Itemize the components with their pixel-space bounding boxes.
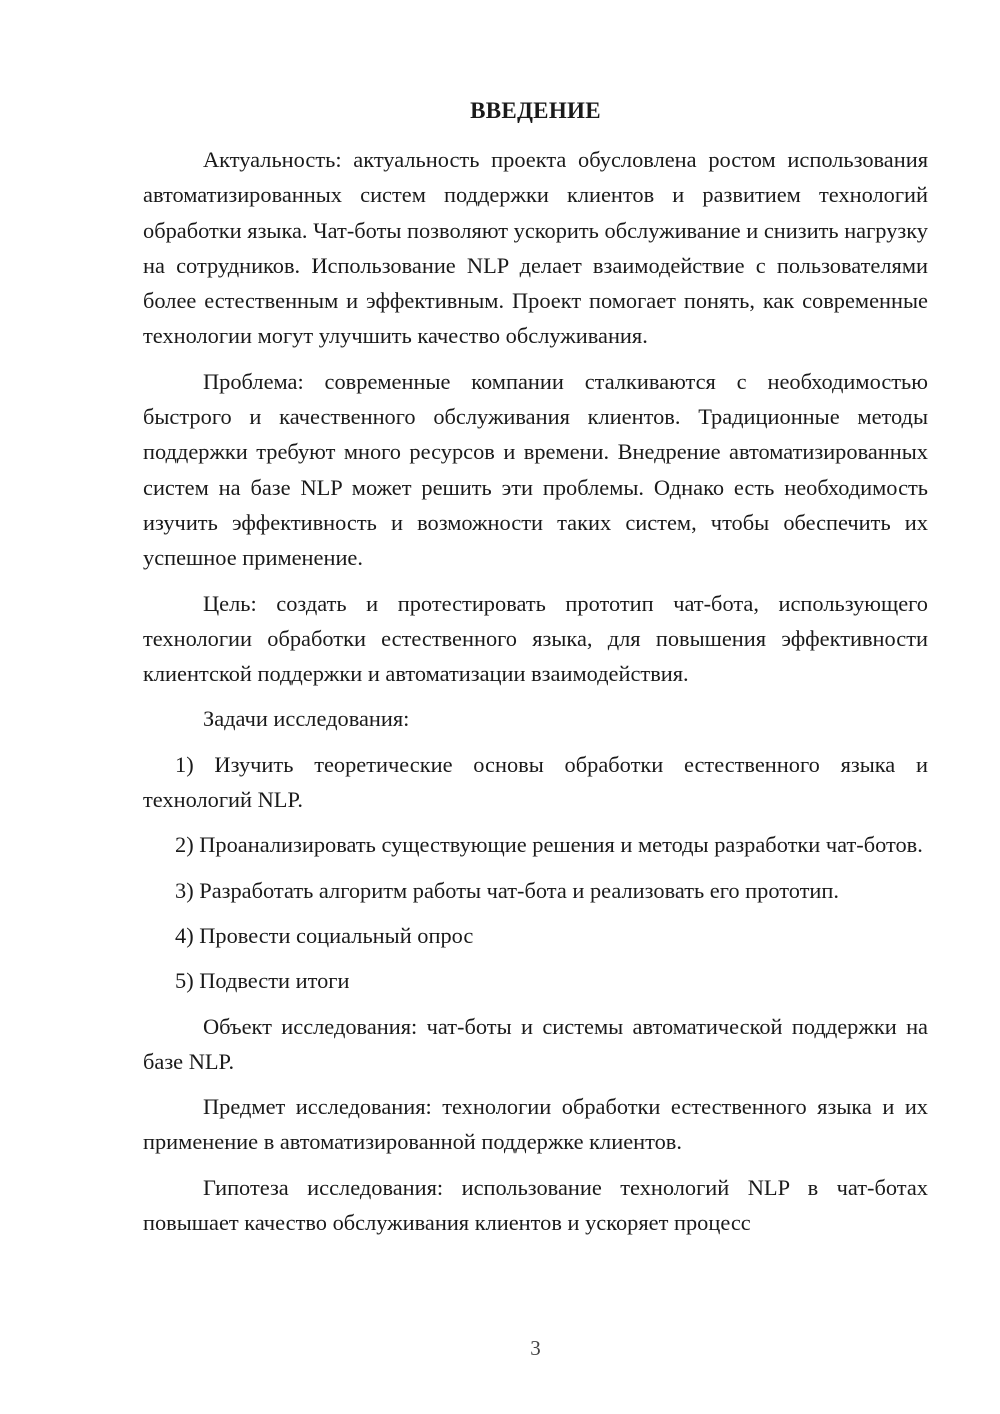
paragraph-problem: Проблема: современные компании сталкиваются с необходимостью быстрого и качественного обслуживания клиентов. Традиционные методы поддержки требуют много ресурсов и времени. Внедрение автоматизированных систем на базе NLP может решить эти проблемы. Однако есть необходимость изучить эффективность и возможности таких систем, чтобы обеспечить их успешное применение.	[143, 368, 928, 571]
task-item-2: 2) Проанализировать существующие решения и методы разработки чат-ботов.	[175, 832, 923, 858]
task-item-4: 4) Провести социальный опрос	[175, 922, 474, 948]
page-number: 3	[530, 1336, 541, 1360]
paragraph-hypothesis: Гипотеза исследования: использование технологий NLP в чат-ботах повышает качество обслуживания клиентов и ускоряет процесс	[143, 1174, 928, 1236]
task-item-1: 1) Изучить теоретические основы обработки естественного языка и технологий NLP.	[143, 751, 928, 813]
document-body	[143, 142, 928, 1240]
paragraph-subject: Предмет исследования: технологии обработки естественного языка и их применение в автоматизированной поддержке клиентов.	[143, 1094, 928, 1155]
paragraph-tasks-heading: Задачи исследования:	[203, 706, 410, 732]
paragraph-object: Объект исследования: чат-боты и системы автоматической поддержки на базе NLP.	[143, 1013, 928, 1074]
paragraph-goal: Цель: создать и протестировать прототип чат-бота, использующего технологии обработки естественного языка, для повышения эффективности клиентской поддержки и автоматизации взаимодействия.	[143, 590, 928, 687]
task-item-5: 5) Подвести итоги	[175, 968, 350, 994]
document-page	[143, 0, 928, 1414]
task-item-3: 3) Разработать алгоритм работы чат-бота и реализовать его прототип.	[175, 877, 839, 903]
section-title: ВВЕДЕНИЕ	[470, 98, 601, 123]
paragraph-relevance: Актуальность: актуальность проекта обусловлена ростом использования автоматизированных систем поддержки клиентов и развитием технологий обработки языка. Чат-боты позволяют ускорить обслуживание и снизить нагрузку на сотрудников. Использование NLP делает взаимодействие с пользователями более естественным и эффективным. Проект помогает понять, как современные технологии могут улучшить качество обслуживания.	[143, 147, 928, 349]
